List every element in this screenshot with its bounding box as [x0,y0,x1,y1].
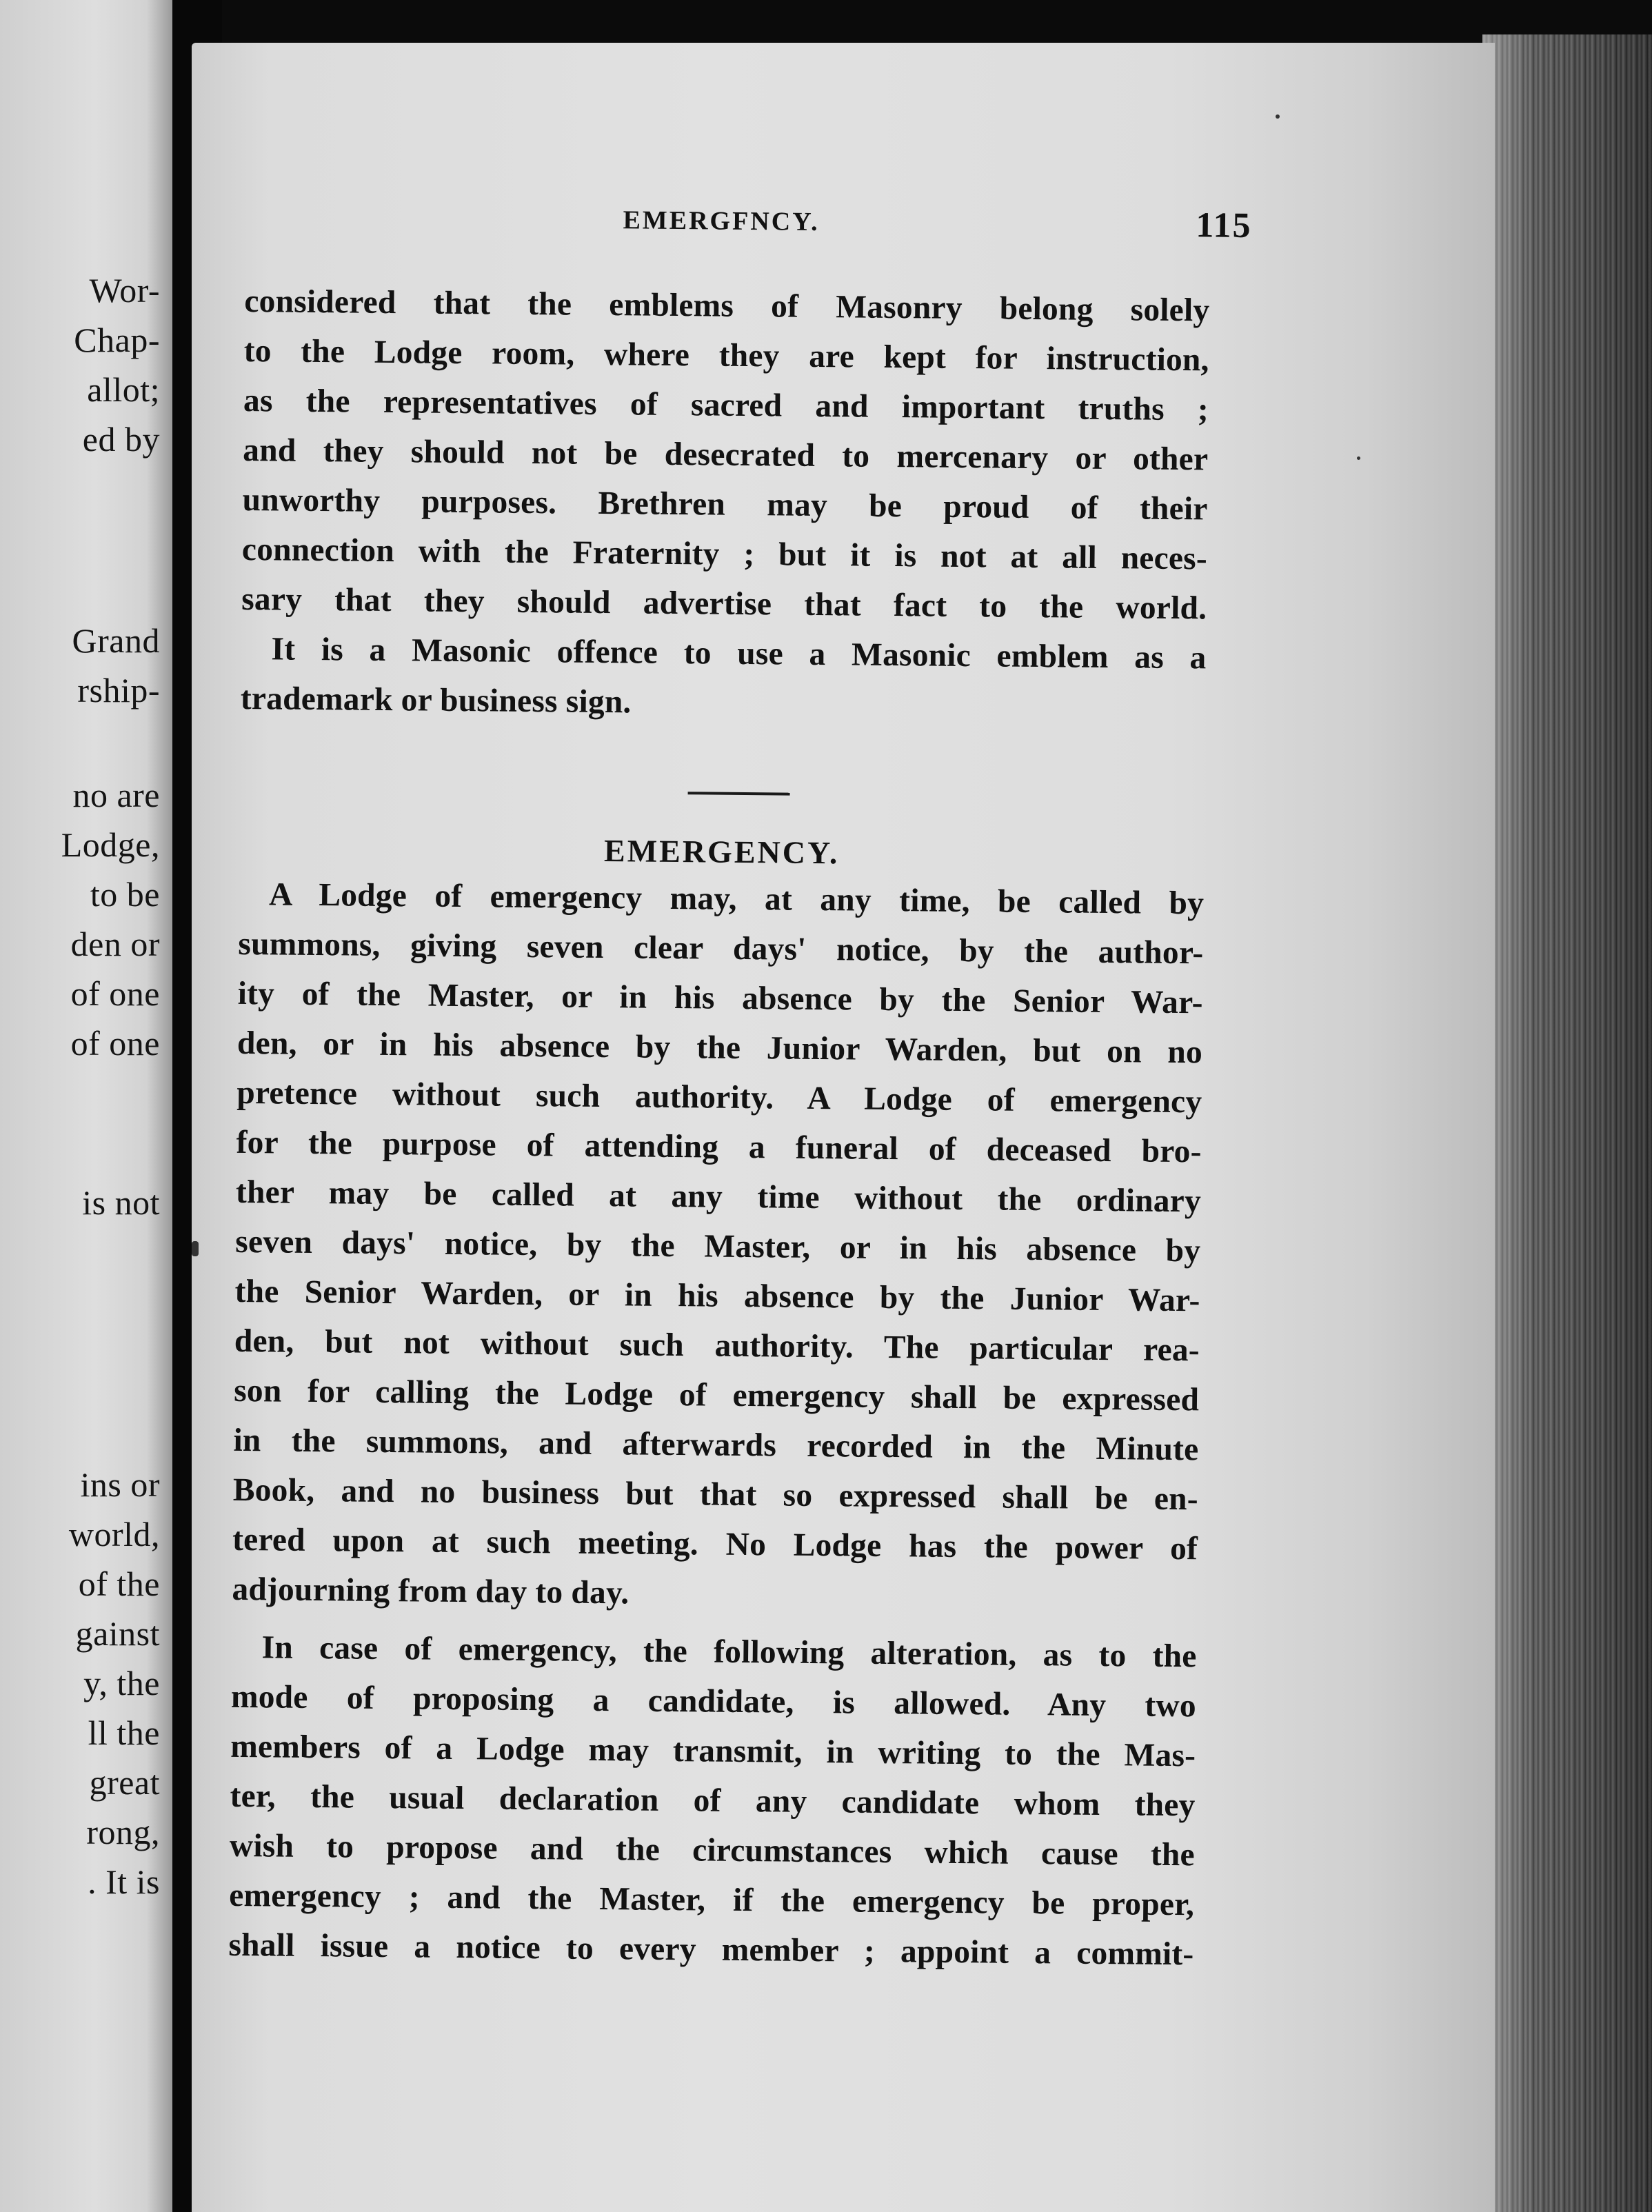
left-page-line: . It is [88,1862,160,1901]
text-line: for the purpose of attending a funeral of deceased bro- [236,1124,1202,1170]
text-line: pretence without such authority. A Lodge of emergency [236,1074,1202,1120]
text-line: connection with the Fraternity ; but it is not at all neces- [241,531,1208,577]
left-page-line: allot; [87,370,160,409]
left-page-line: world, [68,1515,160,1554]
main-page [192,43,1495,2212]
left-page-line: y, the [83,1664,160,1702]
running-head: EMERGFNCY. [623,205,820,237]
page-number: 115 [1196,205,1252,246]
text-line: and they should not be desecrated to mercenary or other [243,432,1209,478]
text-line: den, but not without such authority. The particular rea- [234,1323,1200,1369]
text-line: adjourning from day to day. [232,1571,629,1611]
left-page-line: no are [72,776,160,814]
text-line: son for calling the Lodge of emergency shall be expressed [233,1372,1200,1418]
left-page-line: of one [70,974,160,1013]
left-page-line: rong, [86,1813,160,1851]
text-line: seven days' notice, by the Master, or in his absence by [235,1223,1201,1269]
text-line: ter, the usual declaration of any candidate whom they [230,1778,1196,1824]
left-page-fragment [0,0,172,2212]
text-line: as the representatives of sacred and important truths ; [243,382,1209,428]
page-header [245,201,1252,266]
paper-speck [1357,456,1360,460]
left-page-line: gainst [75,1614,160,1653]
text-line: shall issue a notice to every member ; appoint a commit- [228,1927,1194,1973]
left-page-line: of one [70,1024,160,1063]
left-page-line: Wor- [89,271,160,310]
page-edges [1482,34,1652,2212]
text-line: ity of the Master, or in his absence by the Senior War- [237,975,1203,1021]
text-line: to the Lodge room, where they are kept for instruction, [243,332,1209,379]
left-page-line: Chap- [74,321,160,359]
left-page-line: rship- [77,671,160,710]
section-divider [688,792,790,795]
text-line: mode of proposing a candidate, is allowed. Any two [230,1678,1197,1725]
text-line: in the summons, and afterwards recorded in the Minute [233,1422,1199,1468]
left-page-line: ll the [88,1713,160,1752]
left-page-line: ins or [80,1465,160,1504]
left-page-line: is not [82,1183,160,1222]
left-page-line: den or [70,925,160,963]
text-line: In case of emergency, the following alteration, as to the [261,1629,1197,1675]
text-line: It is a Masonic offence to use a Masonic emblem as a [271,631,1207,676]
left-page-line: ed by [82,420,160,459]
left-page-line: great [89,1763,160,1802]
text-line: tered upon at such meeting. No Lodge has the power of [232,1521,1198,1567]
text-line: A Lodge of emergency may, at any time, be called by [268,876,1205,922]
text-line: emergency ; and the Master, if the emergency be proper, [228,1877,1195,1923]
text-line: ther may be called at any time without the ordinary [235,1174,1202,1220]
text-line: den, or in his absence by the Junior Warden, but on no [236,1025,1203,1071]
text-line: unworthy purposes. Brethren may be proud of their [242,481,1208,527]
paper-speck [1276,114,1280,119]
text-line: members of a Lodge may transmit, in writing to the Mas- [230,1728,1196,1774]
text-line: summons, giving seven clear days' notice, by the author- [238,925,1204,972]
text-column [228,43,1253,1973]
text-line: wish to propose and the circumstances which cause the [229,1827,1196,1873]
left-page-line: of the [78,1565,160,1603]
text-line: the Senior Warden, or in his absence by the Junior War- [234,1273,1200,1319]
left-page-line: Lodge, [61,825,160,864]
section-heading: EMERGENCY. [603,833,840,871]
left-page-line: to be [90,875,160,914]
text-line: considered that the emblems of Masonry belong solely [244,283,1210,329]
paper-speck [192,1241,199,1256]
left-page-line: Grand [72,621,160,660]
text-line: Book, and no business but that so expressed shall be en- [232,1471,1199,1518]
text-line: trademark or business sign. [240,680,632,721]
text-line: sary that they should advertise that fact to the world. [241,581,1207,627]
